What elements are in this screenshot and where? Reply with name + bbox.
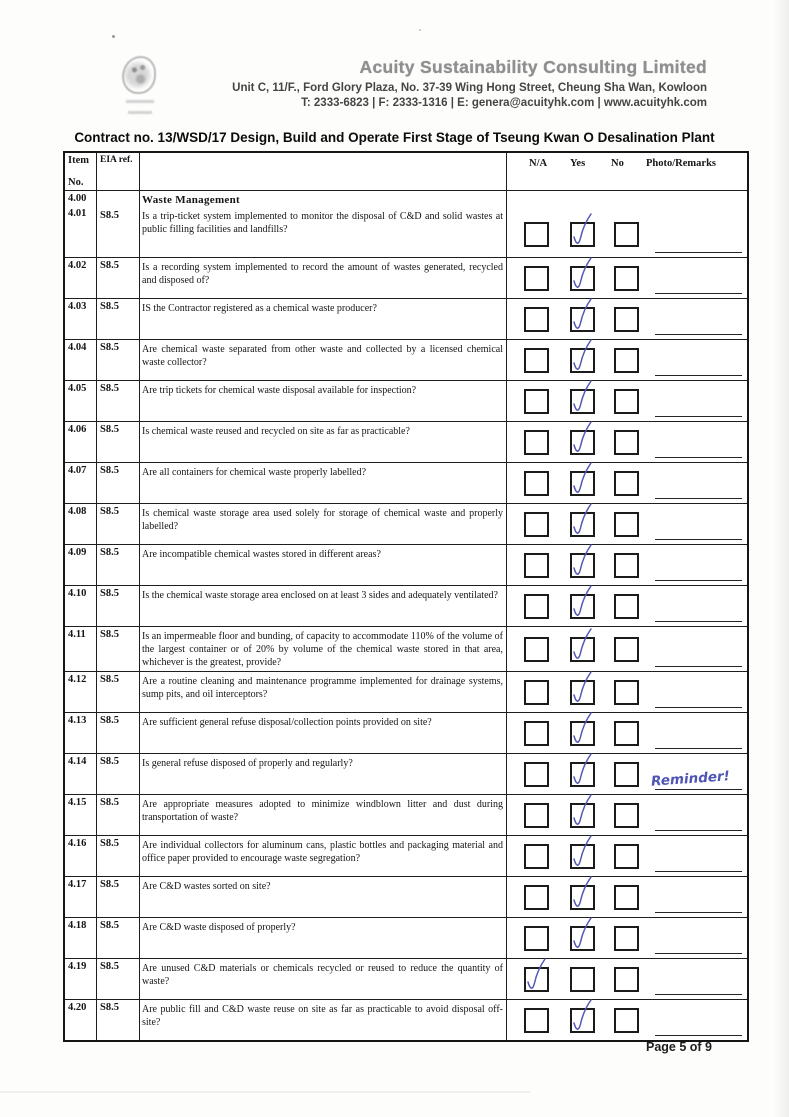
checkbox-yes — [570, 680, 595, 705]
checkbox-no — [614, 637, 639, 662]
item-label: Item — [68, 155, 89, 166]
question-text: Are chemical waste separated from other waste and collected by a licensed chemical waste collector? — [140, 340, 507, 380]
remark-line — [655, 830, 742, 831]
remark-line — [655, 748, 742, 749]
checkbox-na — [524, 680, 549, 705]
remark-line — [655, 789, 742, 790]
column-header-question — [140, 153, 507, 190]
item-no: 4.12 — [65, 672, 97, 712]
remark-line — [655, 871, 742, 872]
question-text: Are sufficient general refuse disposal/collection points provided on site? — [140, 713, 507, 753]
checkbox-yes — [570, 762, 595, 787]
question-text: Is general refuse disposed of properly and regularly? — [140, 754, 507, 794]
checkbox-no — [614, 222, 639, 247]
checkbox-na — [524, 762, 549, 787]
page-number: Page 5 of 9 — [646, 1040, 712, 1054]
table-row — [65, 421, 747, 462]
column-header-item — [65, 153, 97, 190]
remark-line — [655, 457, 742, 458]
checkbox-yes — [570, 594, 595, 619]
remark-text: Reminder! — [650, 768, 731, 790]
table-row — [65, 503, 747, 544]
checkbox-yes — [570, 637, 595, 662]
section-row-waste-management — [65, 190, 747, 257]
checkbox-no — [614, 721, 639, 746]
checkbox-yes — [570, 389, 595, 414]
eia-ref: S8.5 — [97, 836, 140, 876]
checkbox-yes — [570, 967, 595, 992]
tick-icon — [570, 628, 596, 664]
tick-icon — [570, 503, 596, 539]
company-logo — [118, 56, 162, 118]
table-row — [65, 999, 747, 1040]
question-text: Are appropriate measures adopted to minimize windblown litter and dust during transportation of waste? — [140, 795, 507, 835]
eia-ref: S8.5 — [97, 918, 140, 958]
remark-line — [655, 334, 742, 335]
checkbox-no — [614, 967, 639, 992]
question-text: Is an impermeable floor and bunding, of capacity to accommodate 110% of the volume of the largest container or of 20% by volume of the chemical waste stored in that area, whichever is the greatest, provide? — [140, 627, 507, 671]
remark-line — [655, 953, 742, 954]
checkbox-no — [614, 680, 639, 705]
item-no: 4.06 — [65, 422, 97, 462]
checkbox-na — [524, 637, 549, 662]
checkbox-na — [524, 348, 549, 373]
table-row — [65, 753, 747, 794]
checkbox-yes — [570, 885, 595, 910]
checkbox-yes — [570, 1008, 595, 1033]
item-no: 4.09 — [65, 545, 97, 585]
checkbox-no — [614, 885, 639, 910]
remark-line — [655, 912, 742, 913]
remark-line — [655, 416, 742, 417]
table-row — [65, 876, 747, 917]
item-no: 4.10 — [65, 586, 97, 626]
contract-title: Contract no. 13/WSD/17 Design, Build and Operate First Stage of Tseung Kwan O Desalination Plant — [74, 130, 715, 145]
checkbox-no — [614, 471, 639, 496]
tick-icon — [570, 298, 596, 334]
scan-speck — [112, 35, 115, 38]
column-header-na: N/A — [529, 158, 548, 169]
remark-line — [655, 666, 742, 667]
table-header-row — [65, 153, 747, 190]
eia-ref: S8.5 — [97, 1000, 140, 1040]
item-no: 4.03 — [65, 299, 97, 339]
eia-ref: S8.5 — [97, 299, 140, 339]
eia-ref: S8.5 — [97, 258, 140, 298]
checkbox-yes — [570, 721, 595, 746]
section-item-no: 4.00 — [68, 193, 87, 204]
checkbox-na — [524, 803, 549, 828]
tick-icon — [570, 999, 596, 1035]
logo-mark-icon — [122, 56, 156, 94]
remark-line — [655, 707, 742, 708]
eia-ref: S8.5 — [97, 672, 140, 712]
checkbox-no — [614, 389, 639, 414]
tick-icon — [570, 712, 596, 748]
checkbox-na — [524, 471, 549, 496]
question-text: Is a trip-ticket system implemented to monitor the disposal of C&D and solid wastes at public filling facilities and landfills? — [142, 211, 503, 235]
item-no: 4.18 — [65, 918, 97, 958]
table-row — [65, 671, 747, 712]
eia-ref: S8.5 — [97, 545, 140, 585]
question-text: Are C&D waste disposed of properly? — [140, 918, 507, 958]
company-contact: T: 2333-6823 | F: 2333-1316 | E: genera@acuityhk.com | www.acuityhk.com — [301, 97, 707, 109]
table-row — [65, 835, 747, 876]
table-row — [65, 794, 747, 835]
checkbox-yes — [570, 307, 595, 332]
item-no: 4.20 — [65, 1000, 97, 1040]
checkbox-yes — [570, 803, 595, 828]
checkbox-na — [524, 926, 549, 951]
question-text: Are trip tickets for chemical waste disposal available for inspection? — [140, 381, 507, 421]
item-no: 4.17 — [65, 877, 97, 917]
item-no: 4.01 — [68, 208, 87, 219]
item-no: 4.02 — [65, 258, 97, 298]
checklist-rows — [65, 257, 747, 1040]
checkbox-na — [524, 721, 549, 746]
item-no: 4.05 — [65, 381, 97, 421]
checkbox-na — [524, 222, 549, 247]
remark-line — [655, 1035, 742, 1036]
tick-icon — [570, 585, 596, 621]
eia-ref: S8.5 — [97, 713, 140, 753]
checkbox-no — [614, 512, 639, 537]
section-title: Waste Management — [142, 194, 240, 206]
tick-icon — [570, 257, 596, 293]
checkbox-na — [524, 389, 549, 414]
checkbox-na — [524, 885, 549, 910]
checkbox-na — [524, 1008, 549, 1033]
eia-ref: S8.5 — [97, 877, 140, 917]
checkbox-na — [524, 266, 549, 291]
table-row — [65, 339, 747, 380]
eia-ref: S8.5 — [100, 210, 119, 221]
tick-icon — [570, 544, 596, 580]
checkbox-yes — [570, 348, 595, 373]
remark-line — [655, 621, 742, 622]
table-row — [65, 544, 747, 585]
column-header-no: No — [611, 158, 624, 169]
checkbox-na — [524, 967, 549, 992]
tick-icon — [570, 835, 596, 871]
eia-ref: S8.5 — [97, 627, 140, 671]
checkbox-yes — [570, 471, 595, 496]
item-no: 4.13 — [65, 713, 97, 753]
checkbox-na — [524, 307, 549, 332]
eia-ref: S8.5 — [97, 959, 140, 999]
eia-ref: S8.5 — [97, 463, 140, 503]
tick-icon — [570, 917, 596, 953]
question-text: Are all containers for chemical waste properly labelled? — [140, 463, 507, 503]
checkbox-na — [524, 844, 549, 869]
eia-ref: S8.5 — [97, 586, 140, 626]
remark-line — [655, 539, 742, 540]
question-text: IS the Contractor registered as a chemical waste producer? — [140, 299, 507, 339]
remark-line — [655, 252, 742, 253]
question-text: Is chemical waste reused and recycled on site as far as practicable? — [140, 422, 507, 462]
item-no: 4.14 — [65, 754, 97, 794]
item-no: 4.08 — [65, 504, 97, 544]
logo-caption-line — [126, 100, 154, 103]
question-text: Is the chemical waste storage area enclosed on at least 3 sides and adequately ventilated? — [140, 586, 507, 626]
question-text: Are C&D wastes sorted on site? — [140, 877, 507, 917]
company-address: Unit C, 11/F., Ford Glory Plaza, No. 37-39 Wing Hong Street, Cheung Sha Wan, Kowloon — [232, 82, 707, 94]
remark-line — [655, 375, 742, 376]
tick-icon — [570, 213, 596, 249]
question-text: Is chemical waste storage area used solely for storage of chemical waste and properly labelled? — [140, 504, 507, 544]
item-no: 4.19 — [65, 959, 97, 999]
eia-ref: S8.5 — [97, 795, 140, 835]
scan-edge-shadow — [773, 0, 789, 1117]
remark-line — [655, 994, 742, 995]
question-text: Are unused C&D materials or chemicals recycled or reused to reduce the quantity of waste? — [140, 959, 507, 999]
checkbox-yes — [570, 512, 595, 537]
eia-ref: S8.5 — [97, 504, 140, 544]
table-row — [65, 380, 747, 421]
question-text: Are incompatible chemical wastes stored in different areas? — [140, 545, 507, 585]
checkbox-yes — [570, 844, 595, 869]
item-no: 4.15 — [65, 795, 97, 835]
eia-ref: S8.5 — [97, 340, 140, 380]
logo-caption-line — [128, 111, 152, 114]
audit-checklist-table — [63, 151, 749, 1042]
letterhead — [232, 57, 707, 109]
checkbox-no — [614, 266, 639, 291]
eia-ref: S8.5 — [97, 381, 140, 421]
checkbox-no — [614, 307, 639, 332]
column-header-remarks: Photo/Remarks — [646, 158, 716, 169]
tick-icon — [570, 421, 596, 457]
tick-icon — [570, 339, 596, 375]
column-header-yes: Yes — [570, 158, 586, 169]
tick-icon — [570, 671, 596, 707]
table-row — [65, 462, 747, 503]
tick-icon — [570, 753, 596, 789]
item-no: 4.04 — [65, 340, 97, 380]
item-no: 4.07 — [65, 463, 97, 503]
column-header-eia: EIA ref. — [97, 153, 140, 190]
table-row — [65, 958, 747, 999]
company-name: Acuity Sustainability Consulting Limited — [359, 57, 707, 77]
tick-icon — [570, 876, 596, 912]
table-row — [65, 917, 747, 958]
question-text: Are individual collectors for aluminum cans, plastic bottles and packaging material and office paper provided to encourage waste segregation? — [140, 836, 507, 876]
table-row — [65, 585, 747, 626]
checkbox-no — [614, 762, 639, 787]
remark-line — [655, 293, 742, 294]
checkbox-no — [614, 594, 639, 619]
question-text: Are a routine cleaning and maintenance programme implemented for drainage systems, sump pits, and oil interceptors? — [140, 672, 507, 712]
item-no: 4.11 — [65, 627, 97, 671]
table-row — [65, 712, 747, 753]
checkbox-yes — [570, 430, 595, 455]
checkbox-na — [524, 553, 549, 578]
checkbox-yes — [570, 553, 595, 578]
remark-line — [655, 498, 742, 499]
item-sub-label: No. — [68, 177, 84, 188]
checkbox-yes — [570, 266, 595, 291]
scan-speck — [419, 29, 421, 31]
eia-ref: S8.5 — [97, 754, 140, 794]
table-row — [65, 257, 747, 298]
checkbox-yes — [570, 222, 595, 247]
question-text: Is a recording system implemented to record the amount of wastes generated, recycled and disposed of? — [140, 258, 507, 298]
tick-icon — [570, 462, 596, 498]
checkbox-no — [614, 803, 639, 828]
checkbox-na — [524, 430, 549, 455]
checkbox-no — [614, 1008, 639, 1033]
remark-line — [655, 580, 742, 581]
table-row — [65, 298, 747, 339]
table-row — [65, 626, 747, 671]
checkbox-no — [614, 844, 639, 869]
checkbox-no — [614, 926, 639, 951]
tick-icon — [570, 794, 596, 830]
checkbox-na — [524, 594, 549, 619]
question-text: Are public fill and C&D waste reuse on site as far as practicable to avoid disposal off-site? — [140, 1000, 507, 1040]
scan-artifact — [0, 1091, 530, 1093]
tick-icon — [524, 958, 550, 994]
checkbox-no — [614, 553, 639, 578]
checkbox-na — [524, 512, 549, 537]
checkbox-yes — [570, 926, 595, 951]
eia-ref: S8.5 — [97, 422, 140, 462]
tick-icon — [570, 380, 596, 416]
checkbox-no — [614, 430, 639, 455]
checkbox-no — [614, 348, 639, 373]
item-no: 4.16 — [65, 836, 97, 876]
